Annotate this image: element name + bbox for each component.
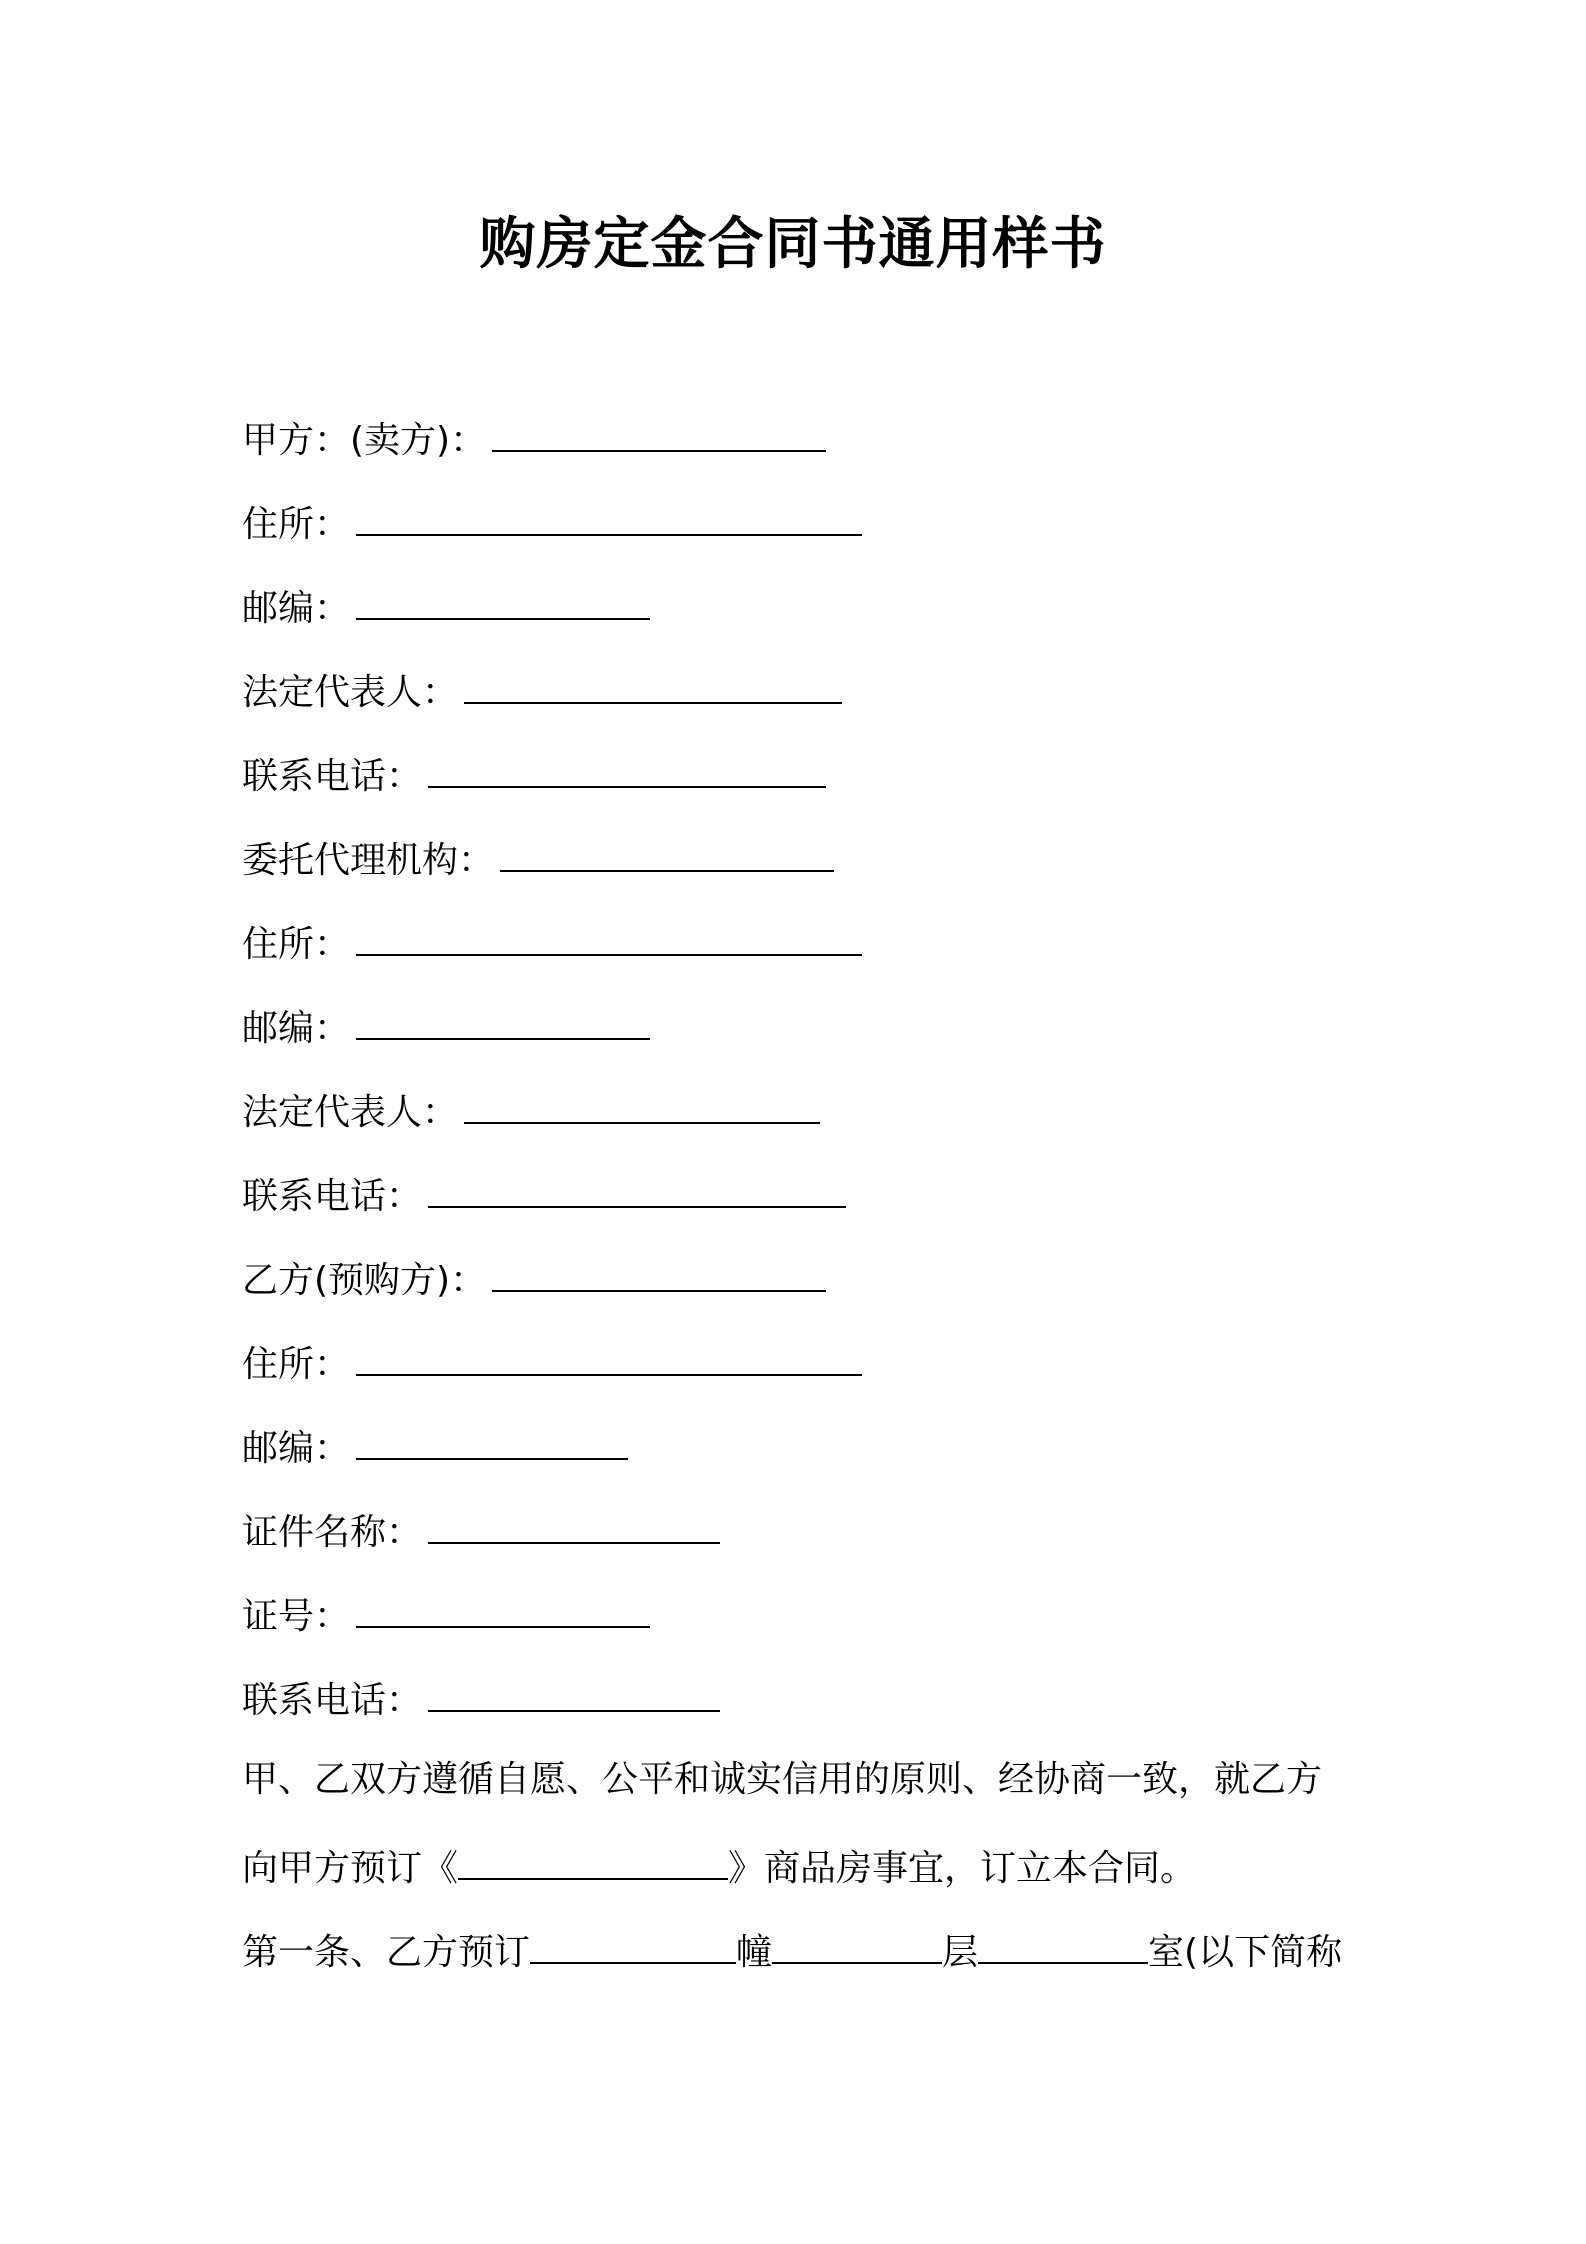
buyer-id-type-field	[242, 1496, 1362, 1580]
preamble-suffix: 》商品房事宜，订立本合同。	[728, 1848, 1197, 1889]
preamble-prefix: 向甲方预订《	[242, 1848, 459, 1889]
contract-body	[242, 404, 1362, 2000]
page-title: 购房定金合同书通用样书	[479, 212, 1107, 277]
agent-agency-field	[242, 824, 1362, 908]
field-label: 法定代表人：	[242, 1092, 459, 1133]
seller-address-field	[242, 488, 1362, 572]
blank-line[interactable]	[428, 740, 826, 788]
field-label: 联系电话：	[242, 756, 423, 797]
buyer-address-field	[242, 1328, 1362, 1412]
field-label: 联系电话：	[242, 1680, 423, 1721]
field-label: 甲方：(卖方)：	[242, 420, 487, 461]
blank-line[interactable]	[464, 656, 842, 704]
floor-unit: 层	[942, 1932, 979, 1973]
blank-line[interactable]	[356, 572, 650, 620]
preamble-line-1: 甲、乙双方遵循自愿、公平和诚实信用的原则、经协商一致，就乙方	[242, 1759, 1323, 1800]
seller-postcode-field	[242, 572, 1362, 656]
field-label: 邮编：	[242, 588, 351, 629]
preamble-line-2	[242, 1832, 1362, 1916]
seller-legal-rep-field	[242, 656, 1362, 740]
blank-line[interactable]	[492, 404, 826, 452]
blank-line[interactable]	[428, 1496, 720, 1544]
field-label: 法定代表人：	[242, 672, 459, 713]
field-label: 住所：	[242, 1344, 351, 1385]
field-label: 住所：	[242, 924, 351, 965]
blank-line[interactable]	[464, 1076, 820, 1124]
blank-line[interactable]	[492, 1244, 826, 1292]
agent-legal-rep-field	[242, 1076, 1362, 1160]
field-label: 委托代理机构：	[242, 840, 495, 881]
room-tail: 室(以下简称	[1148, 1932, 1343, 1973]
field-label: 证号：	[242, 1596, 351, 1637]
blank-line[interactable]	[428, 1160, 846, 1208]
agent-phone-field	[242, 1160, 1362, 1244]
field-label: 乙方(预购方)：	[242, 1260, 487, 1301]
blank-line[interactable]	[356, 1328, 862, 1376]
blank-line[interactable]	[500, 824, 834, 872]
seller-name-field	[242, 404, 1362, 488]
blank-line[interactable]	[428, 1664, 720, 1712]
building-blank[interactable]	[530, 1916, 736, 1964]
buyer-phone-field	[242, 1664, 1362, 1748]
buyer-id-number-field	[242, 1580, 1362, 1664]
agent-postcode-field	[242, 992, 1362, 1076]
blank-line[interactable]	[356, 488, 862, 536]
buyer-postcode-field	[242, 1412, 1362, 1496]
field-label: 证件名称：	[242, 1512, 423, 1553]
field-label: 住所：	[242, 504, 351, 545]
blank-line[interactable]	[356, 992, 650, 1040]
field-label: 邮编：	[242, 1008, 351, 1049]
blank-line[interactable]	[356, 1412, 628, 1460]
blank-line[interactable]	[356, 908, 862, 956]
blank-line[interactable]	[356, 1580, 650, 1628]
field-label: 邮编：	[242, 1428, 351, 1469]
floor-blank[interactable]	[772, 1916, 942, 1964]
field-label: 联系电话：	[242, 1176, 423, 1217]
article-1-prefix: 第一条、乙方预订	[242, 1932, 531, 1973]
buyer-name-field	[242, 1244, 1362, 1328]
building-unit: 幢	[736, 1932, 773, 1973]
agent-address-field	[242, 908, 1362, 992]
article-1-line	[242, 1916, 1362, 2000]
project-name-blank[interactable]	[458, 1832, 728, 1880]
room-blank[interactable]	[978, 1916, 1148, 1964]
seller-phone-field	[242, 740, 1362, 824]
